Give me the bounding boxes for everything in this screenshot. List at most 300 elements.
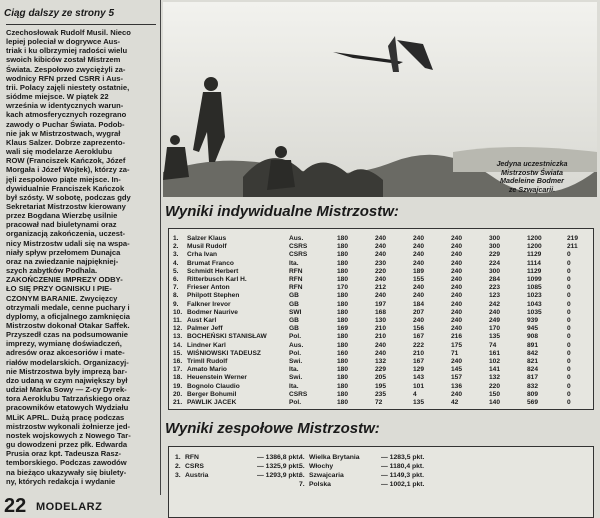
article-line: oraz na zwiedzanie najpiękniej- [6,256,119,266]
article-line: swoich kibiców został Mistrzem [6,55,121,65]
article-line: ny, których redakcja i wydanie [6,476,116,486]
cell-name: Philpott Stephen [187,292,240,300]
team-rank: 1. [175,454,181,461]
cell-name: Falkner Irevor [187,300,231,308]
table-row [169,251,593,259]
article-line: dywidualnie Franciszek Kańczok [6,183,125,193]
cell-round-5: 220 [489,382,501,390]
cell-rank: 5. [173,267,179,275]
cell-round-2: 229 [375,366,387,374]
cell-round-2: 240 [375,349,387,357]
cell-round-5: 284 [489,276,501,283]
cell-round-5: 141 [489,366,501,374]
caption-line: ze Szwajcarii. [508,184,556,194]
cell-country: CSRS [289,390,308,398]
cell-round-5: 224 [489,259,501,267]
team-score: — 1325,9 pkt. [257,463,301,470]
cell-round-3: 155 [413,276,425,283]
article-line: nie jak w Mistrzostwach, wygrał [6,128,121,138]
cell-round-1: 180 [337,259,349,267]
cell-name: Musil Rudolf [187,243,227,251]
cell-flyoff: 0 [567,251,571,259]
team-rank: 7. [299,481,305,488]
cell-name: Berger Bohumil [187,390,237,398]
article-line: MLiK APRL. Dużą pracę podczas [6,412,125,422]
cell-name: Bodmer Naurive [187,308,238,316]
article-line: wodnicy RFN przed CSRR i Aus- [6,73,124,83]
column-divider [160,0,161,495]
cell-round-5: 150 [489,390,501,398]
team-score: — 1386,8 pkt. [257,454,301,461]
cell-rank: 20. [173,390,183,398]
article-line: ŁO SIĘ PRZY OGNISKU I PIE- [6,284,112,294]
cell-round-4: 240 [451,267,463,275]
cell-name: Bognolo Claudio [187,382,240,390]
table-row [169,284,593,292]
team-results-table [168,446,594,518]
cell-country: Ita. [289,259,299,267]
cell-country: Ita. [289,382,299,390]
cell-total: 939 [527,317,539,324]
cell-flyoff: 0 [567,317,571,324]
cell-country: RFN [289,284,303,292]
cell-round-4: 240 [451,251,463,259]
cell-round-4: 145 [451,366,463,374]
team-name: Wielka Brytania [309,454,360,461]
cell-round-1: 180 [337,317,349,324]
cell-round-2: 210 [375,333,387,341]
cell-country: Pol. [289,333,302,341]
cell-rank: 9. [173,300,179,308]
cell-round-2: 220 [375,267,387,275]
page-number: 22 [4,495,27,517]
cell-rank: 10. [173,308,183,316]
cell-flyoff: 0 [567,300,571,308]
cell-name: PAWLIK JACEK [187,399,237,406]
cell-rank: 11. [173,317,182,324]
cell-name: Amato Mario [187,366,227,374]
article-line: dyplomy, a oficjalnego zamknięcia [6,311,130,321]
table-row [169,276,593,284]
cell-round-2: 240 [375,235,387,242]
cell-round-1: 180 [337,382,349,390]
cell-round-4: 240 [451,292,463,300]
cell-round-5: 161 [489,349,501,357]
cell-round-1: 180 [337,243,349,251]
table-row [169,260,593,268]
cell-round-4: 157 [451,374,463,382]
cell-name: Schmidt Herbert [187,267,239,275]
cell-name: Lindner Karl [187,341,226,349]
cell-round-2: 205 [375,374,387,382]
cell-flyoff: 0 [567,333,571,341]
article-line: Sekretariat Mistrzostw kierowany [6,201,126,211]
cell-round-4: 240 [451,259,463,267]
team-score: — 1293,9 pkt. [257,472,301,479]
article-body [6,28,158,486]
article-line: przez Bogdana Wierzbę usilnie [6,211,118,221]
cell-round-4: 240 [451,308,463,316]
cell-rank: 3. [173,251,179,259]
cell-name: Aust Karl [187,317,217,324]
cell-rank: 16. [173,358,183,365]
cell-total: 1099 [527,276,542,283]
cell-round-3: 135 [413,399,425,406]
cell-flyoff: 0 [567,341,571,349]
cell-flyoff: 0 [567,276,571,283]
cell-round-3: 240 [413,284,425,292]
article-line: ROW (Franciszek Kańczok, Józef [6,156,126,166]
article-line: Przyszedł czas na podsumowanie [6,330,128,340]
cell-round-3: 143 [413,374,425,382]
cell-round-1: 180 [337,390,349,398]
cell-rank: 14. [173,341,183,349]
cell-total: 1129 [527,251,542,259]
article-column [0,0,160,517]
article-line: Prusia oraz kpt. Tadeusza Rasz- [6,449,122,459]
cell-rank: 13. [173,333,183,341]
cell-total: 809 [527,390,539,398]
cell-total: 1114 [527,259,541,267]
article-line: tora Aeroklubu Tatrzańskiego oraz [6,394,131,404]
continued-note: Ciąg dalszy ze strony 5 [4,8,115,19]
cell-round-2: 212 [375,284,387,292]
cell-flyoff: 0 [567,366,571,374]
team-name: CSRS [185,463,204,470]
cell-round-2: 240 [375,341,387,349]
cell-round-4: 42 [451,399,459,406]
heading-team: Wyniki zespołowe Mistrzostw: [165,420,380,437]
cell-country: SWI [289,308,302,316]
cell-round-5: 249 [489,317,501,324]
cell-name: Palmer Jeff [187,325,223,333]
article-line: organizacją zakończenia, uczest- [6,229,126,239]
individual-results-table [168,228,594,410]
cell-round-5: 240 [489,308,501,316]
cell-round-3: 240 [413,292,425,300]
table-row [169,309,593,317]
cell-round-3: 240 [413,317,425,324]
cell-round-2: 240 [375,292,387,300]
cell-round-3: 222 [413,341,425,349]
article-line: jęli zespołowo piąte miejsce. In- [6,174,121,184]
team-name: Polska [309,481,331,488]
cell-round-2: 240 [375,243,387,251]
caption-line: Mistrzostw Świata [501,167,563,177]
article-line: na bieżąco ukazywały się biulety- [6,467,127,477]
cell-flyoff: 211 [567,243,578,251]
cell-rank: 17. [173,366,183,374]
article-line: nie Mistrzostwa były imprezą bar- [6,366,128,376]
cell-round-1: 180 [337,235,349,242]
cell-flyoff: 0 [567,349,571,357]
cell-round-1: 180 [337,276,349,283]
article-line: gu dowodzeni przez płk. Edwarda [6,440,128,450]
cell-total: 1023 [527,292,542,300]
cell-round-1: 169 [337,325,349,333]
article-line: adresów oraz akcesoriów i mate- [6,348,125,358]
cell-total: 1200 [527,243,542,251]
cell-round-5: 102 [489,358,501,365]
cell-flyoff: 0 [567,399,571,406]
cell-country: Swi. [289,358,303,365]
cell-total: 1035 [527,308,542,316]
cell-round-3: 210 [413,349,425,357]
list-item [299,480,449,489]
cell-round-4: 136 [451,382,463,390]
cell-round-4: 240 [451,300,463,308]
cell-round-3: 240 [413,243,425,251]
cell-rank: 21. [173,399,183,406]
list-item [299,453,449,462]
cell-round-1: 180 [337,399,349,406]
cell-rank: 8. [173,292,179,300]
article-line: ZAKOŃCZENIE IMPREZY ODBY- [6,275,123,285]
cell-country: GB [289,292,299,300]
team-score: — 1180,4 pkt. [381,463,425,470]
cell-rank: 7. [173,284,179,292]
cell-round-1: 180 [337,308,349,316]
article-line: Morgała i Józef Wojtek), którzy za- [6,165,130,175]
cell-total: 1043 [527,300,542,308]
team-name: Włochy [309,463,334,470]
cell-round-2: 230 [375,259,387,267]
cell-name: Heuenstein Werner [187,374,247,382]
cell-round-2: 235 [375,390,387,398]
cell-round-5: 300 [489,267,501,275]
cell-name: WIŚNIOWSKI TADEUSZ [187,349,261,357]
article-line: dzo udaną w czym największy był [6,375,128,385]
table-row [169,301,593,309]
cell-name: Crha Ivan [187,251,218,259]
cell-round-2: 240 [375,251,387,259]
cell-round-1: 180 [337,251,349,259]
cell-round-2: 168 [375,308,387,316]
cell-round-3: 101 [413,382,425,390]
team-rank: 2. [175,463,181,470]
cell-total: 824 [527,366,539,374]
cell-country: Pol. [289,399,302,406]
photo-caption [470,160,594,194]
cell-round-4: 240 [451,390,463,398]
table-row [169,235,593,243]
article-line: temborskiego. Podczas zawodów [6,458,127,468]
cell-flyoff: 0 [567,374,571,382]
cell-total: 817 [527,374,539,382]
article-line: siódme miejsce. W piątek 22 [6,92,109,102]
team-rank: 3. [175,472,181,479]
cell-round-1: 180 [337,267,349,275]
cell-round-2: 210 [375,325,387,333]
cell-round-1: 180 [337,333,349,341]
cell-flyoff: 0 [567,284,571,292]
cell-round-1: 180 [337,300,349,308]
cell-round-5: 223 [489,284,501,292]
cell-total: 569 [527,399,539,406]
cell-round-3: 184 [413,300,425,308]
cell-round-4: 240 [451,358,463,365]
cell-round-4: 240 [451,317,463,324]
cell-name: BOCHEŃSKI STANISŁAW [187,333,267,341]
article-line: szych zabytków Podhala. [6,266,98,276]
cell-flyoff: 0 [567,308,571,316]
magazine-name: MODELARZ [36,501,103,513]
table-row [169,342,593,350]
list-item [299,462,449,471]
article-line: Czechosłowak Rudolf Musil. Nieco [6,28,131,37]
list-item [299,471,449,480]
table-row [169,333,593,341]
article-line: nostek wojskowych z Nowego Tar- [6,430,131,440]
cell-name: Ritterbusch Karl H. [187,276,247,283]
article-line: imprezy, wymianę doświadczeń, [6,339,122,349]
cell-round-4: 240 [451,243,463,251]
cell-total: 842 [527,349,539,357]
cell-rank: 18. [173,374,183,382]
cell-round-3: 4 [413,390,417,398]
table-row [169,366,593,374]
article-line: nicy Mistrzostw udali się na wspa- [6,238,130,248]
article-line: Klaus Salzer. Dobrze zaprezento- [6,137,126,147]
table-row [169,243,593,251]
cell-country: Ita. [289,366,299,374]
cell-round-4: 216 [451,333,463,341]
cell-country: Swi. [289,374,303,382]
cell-rank: 6. [173,276,179,283]
article-line: Świata. Zespołowo zwyciężyli za- [6,64,126,74]
article-line: był szósty. W sobotę, podczas gdy [6,192,131,202]
caption-line: Jedyna uczestniczka [496,159,568,168]
article-line: lepiej poleciał w dogrywce Aus- [6,37,121,47]
article-line: pracowników etatowych Wydziału [6,403,129,413]
cell-rank: 15. [173,349,183,357]
cell-round-5: 229 [489,251,501,259]
cell-round-3: 189 [413,267,425,275]
cell-name: Frieser Anton [187,284,230,292]
article-line: mistrzostw wykonali żołnierze jed- [6,421,131,431]
article-line: zawody o Puchar Świata. Podob- [6,119,125,129]
cell-round-5: 242 [489,300,501,308]
team-name: Austria [185,472,209,479]
cell-country: CSRS [289,243,308,251]
table-row [169,268,593,276]
cell-round-5: 300 [489,235,501,242]
team-rank: 4. [299,454,305,461]
cell-total: 1200 [527,235,542,242]
article-line: otrzymali medale, cenne puchary i [6,302,130,312]
table-row [169,399,593,407]
cell-round-5: 123 [489,292,501,300]
cell-name: Salzer Klaus [187,235,227,242]
caption-line: Madeleine Bodmer [500,176,564,185]
cell-round-5: 170 [489,325,501,333]
cell-country: Aus. [289,341,304,349]
article-line: riałów modelarskich. Organizacyj- [6,357,129,367]
cell-rank: 12. [173,325,183,333]
cell-round-1: 180 [337,374,349,382]
cell-round-3: 129 [413,366,425,374]
table-row [169,391,593,399]
cell-country: GB [289,325,299,333]
team-rank: 5. [299,463,305,470]
team-score: — 1283,5 pkt. [381,454,425,461]
cell-total: 945 [527,325,539,333]
cell-flyoff: 0 [567,259,571,267]
heading-individual: Wyniki indywidualne Mistrzostw: [165,203,399,220]
table-row [169,358,593,366]
cell-round-4: 71 [451,349,459,357]
cell-flyoff: 0 [567,325,571,333]
article-line: Mistrzostw dokonał Otakar Saffek. [6,321,130,330]
cell-rank: 1. [173,235,179,242]
divider [6,24,156,25]
cell-round-2: 130 [375,317,387,324]
cell-round-1: 180 [337,358,349,365]
cell-country: GB [289,300,299,308]
article-line: wali się modelarze Aeroklubu [6,147,113,157]
cell-round-2: 132 [375,358,387,365]
article-line: września w identycznych warun- [6,101,124,111]
table-row [169,292,593,300]
cell-rank: 19. [173,382,183,390]
team-name: RFN [185,454,199,461]
team-score: — 1002,1 pkt. [381,481,425,488]
cell-round-3: 156 [413,325,425,333]
team-score: — 1149,3 pkt. [381,472,425,479]
team-rank: 6. [299,472,305,479]
cell-round-4: 240 [451,284,463,292]
cell-round-1: 160 [337,349,349,357]
cell-round-2: 195 [375,382,387,390]
cell-round-3: 240 [413,251,425,259]
cell-round-1: 180 [337,366,349,374]
cell-round-3: 240 [413,235,425,242]
article-line: pracował nad biuletynami oraz [6,220,117,230]
cell-flyoff: 0 [567,267,571,275]
article-line: CZONYM BARANIE. Zwycięzcy [6,293,118,303]
cell-total: 1085 [527,284,542,292]
cell-name: Trimll Rudolf [187,358,228,365]
cell-round-2: 240 [375,276,387,283]
cell-round-5: 132 [489,374,501,382]
cell-flyoff: 0 [567,358,571,365]
cell-round-3: 167 [413,333,425,341]
cell-flyoff: 0 [567,292,571,300]
page-footer [0,496,160,517]
team-name: Szwajcaria [309,472,344,479]
cell-rank: 4. [173,259,179,267]
cell-round-1: 180 [337,292,349,300]
cell-round-4: 240 [451,276,463,283]
table-row [169,383,593,391]
cell-round-1: 180 [337,341,349,349]
cell-country: GB [289,317,299,324]
cell-total: 908 [527,333,539,341]
table-row [169,317,593,325]
cell-country: CSRS [289,251,308,259]
cell-round-5: 135 [489,333,501,341]
cell-round-5: 140 [489,399,501,406]
article-line: udział Marka Sowy — Z-cy Dyrek- [6,385,127,395]
cell-flyoff: 0 [567,390,571,398]
cell-round-3: 167 [413,358,425,365]
cell-country: Pol. [289,349,302,357]
cell-round-4: 240 [451,325,463,333]
cell-round-4: 175 [451,341,463,349]
cell-flyoff: 0 [567,382,571,390]
cell-round-4: 240 [451,235,463,242]
cell-round-2: 72 [375,399,383,406]
